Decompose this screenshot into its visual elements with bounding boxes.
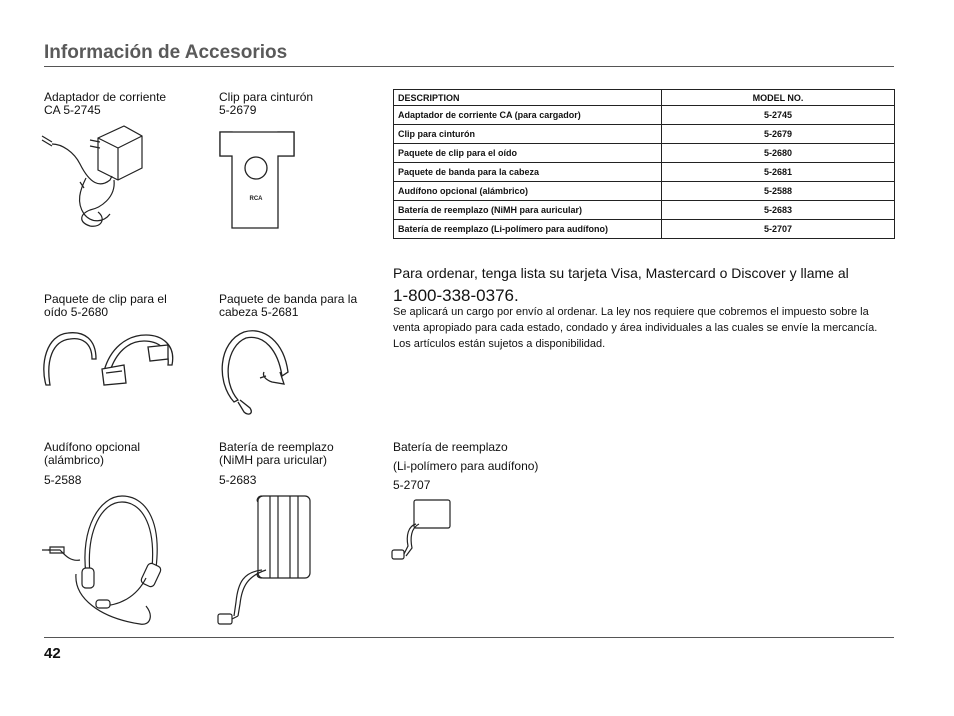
nimh-battery-icon bbox=[214, 492, 314, 630]
ordering-fine-print: Se aplicará un cargo por envío al ordenar. La ley nos requiere que cobremos el impuesto sobre la venta apropiado para cada estado, condado y área individuales a las cuales se envíe la mercancía. Los artículos están sujetos a disponibilidad. bbox=[393, 306, 878, 350]
accessory-label-ac-adapter bbox=[44, 91, 166, 117]
accessory-label-line: oído 5-2680 bbox=[44, 305, 109, 319]
accessory-label-headset bbox=[44, 441, 140, 487]
table-cell-model: 5-2588 bbox=[662, 182, 895, 201]
accessory-label-line: Clip para cinturón bbox=[219, 90, 314, 104]
belt-clip-icon bbox=[218, 128, 298, 232]
table-cell-description: Batería de reemplazo (NiMH para auricular) bbox=[394, 201, 662, 220]
table-cell-description: Clip para cinturón bbox=[394, 125, 662, 144]
accessory-label-line: 5-2683 bbox=[219, 473, 257, 487]
headband-icon bbox=[214, 322, 294, 418]
table-cell-model: 5-2680 bbox=[662, 144, 895, 163]
table-cell-model: 5-2707 bbox=[662, 220, 895, 239]
accessory-label-line: Paquete de clip para el bbox=[44, 292, 167, 306]
table-row bbox=[394, 220, 895, 239]
table-cell-description: Adaptador de corriente CA (para cargador) bbox=[394, 106, 662, 125]
accessory-label-line: Batería de reemplazo bbox=[393, 440, 508, 454]
ac-adapter-icon bbox=[40, 118, 160, 236]
rca-logo: RCA bbox=[249, 196, 263, 202]
table-row bbox=[394, 163, 895, 182]
table-row bbox=[394, 106, 895, 125]
ordering-phone: 1-800-338-0376. bbox=[393, 286, 519, 305]
table-cell-model: 5-2745 bbox=[662, 106, 895, 125]
accessory-label-line: cabeza 5-2681 bbox=[219, 305, 299, 319]
table-row bbox=[394, 144, 895, 163]
accessory-label-line: Audífono opcional bbox=[44, 440, 141, 454]
table-cell-model: 5-2679 bbox=[662, 125, 895, 144]
accessory-label-lipo-battery bbox=[393, 441, 538, 492]
accessories-table bbox=[393, 89, 895, 239]
accessory-label-line: CA 5-2745 bbox=[44, 103, 101, 117]
headset-icon bbox=[40, 488, 170, 630]
table-row bbox=[394, 125, 895, 144]
accessory-label-nimh-battery bbox=[219, 441, 334, 487]
table-header-model: MODEL NO. bbox=[662, 90, 895, 106]
table-cell-model: 5-2683 bbox=[662, 201, 895, 220]
accessory-label-line: Adaptador de corriente bbox=[44, 90, 167, 104]
table-cell-description: Batería de reemplazo (Li-polímero para audífono) bbox=[394, 220, 662, 239]
table-row bbox=[394, 182, 895, 201]
accessory-label-line: 5-2679 bbox=[219, 103, 257, 117]
accessory-label-line: Batería de reemplazo bbox=[219, 440, 334, 454]
page-title: Información de Accesorios bbox=[44, 42, 288, 63]
accessory-label-line: 5-2588 bbox=[44, 473, 82, 487]
header-divider bbox=[44, 66, 894, 67]
table-cell-model: 5-2681 bbox=[662, 163, 895, 182]
footer-divider bbox=[44, 637, 894, 638]
table-cell-description: Paquete de clip para el oído bbox=[394, 144, 662, 163]
accessory-label-line: (Li-polímero para audífono) bbox=[393, 459, 539, 473]
accessory-label-line: Paquete de banda para la bbox=[219, 292, 358, 306]
accessory-label-line: 5-2707 bbox=[393, 478, 431, 492]
accessory-label-line: (NiMH para uricular) bbox=[219, 453, 328, 467]
accessory-label-headband bbox=[219, 293, 357, 319]
table-header-description: DESCRIPTION bbox=[394, 90, 662, 106]
table-row bbox=[394, 201, 895, 220]
ordering-intro: Para ordenar, tenga lista su tarjeta Visa, Mastercard o Discover y llame al bbox=[393, 265, 849, 281]
accessory-label-line: (alámbrico) bbox=[44, 453, 105, 467]
ear-clip-icon bbox=[40, 325, 180, 390]
lipo-battery-icon bbox=[388, 496, 454, 562]
table-cell-description: Audífono opcional (alámbrico) bbox=[394, 182, 662, 201]
accessory-label-belt-clip bbox=[219, 91, 313, 117]
accessory-label-ear-clip bbox=[44, 293, 167, 319]
table-header-row bbox=[394, 90, 895, 106]
page-number: 42 bbox=[44, 645, 61, 662]
table-cell-description: Paquete de banda para la cabeza bbox=[394, 163, 662, 182]
